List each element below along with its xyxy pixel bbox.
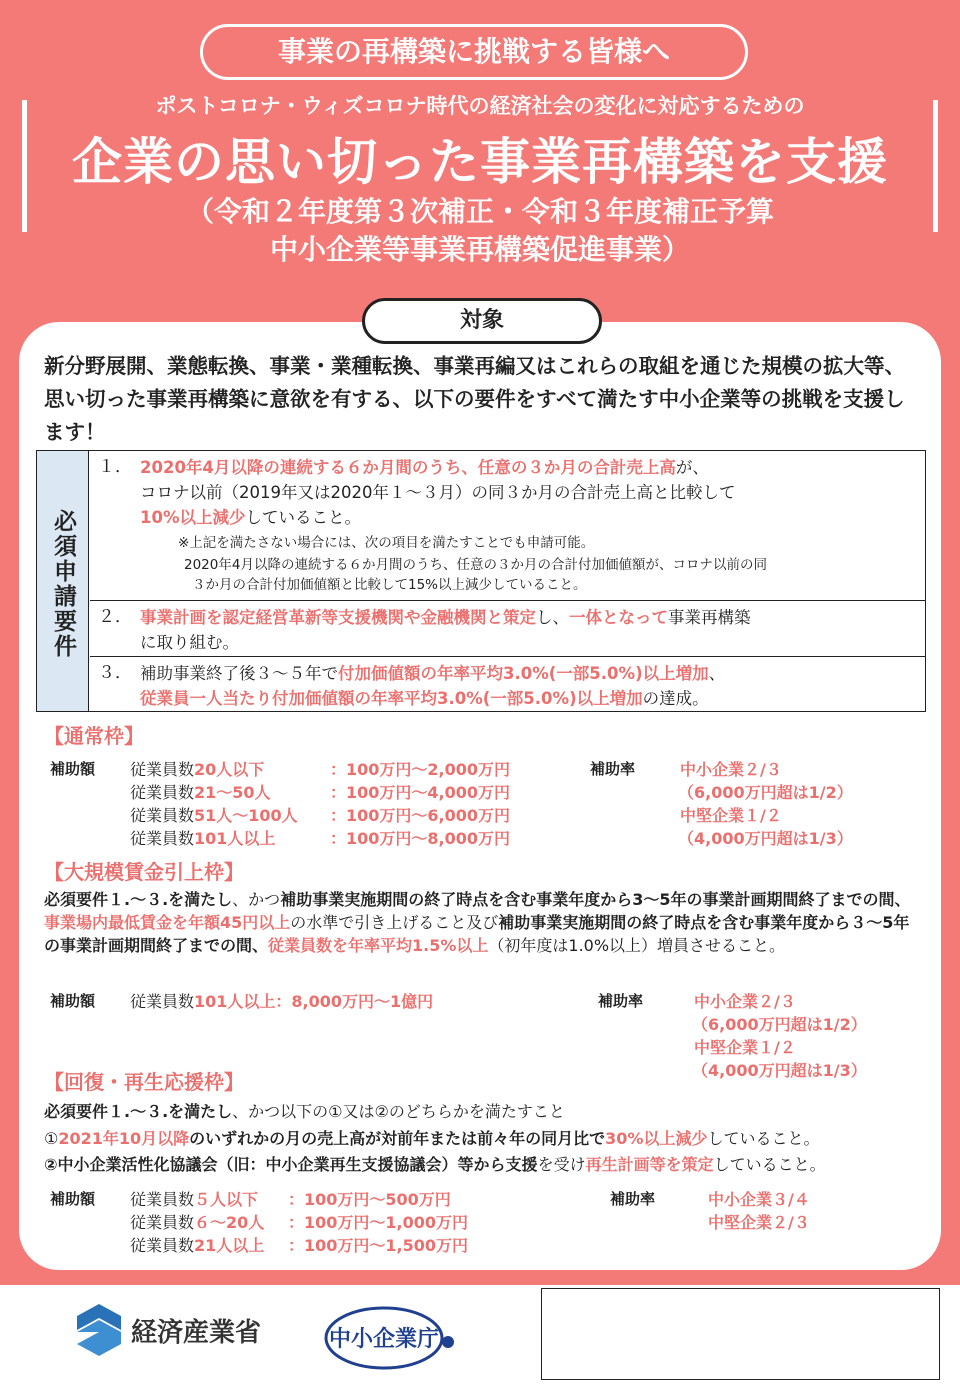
contact-box	[541, 1288, 940, 1380]
normal-tier-row: 従業員数21～50人 ：100万円～4,000万円	[130, 783, 511, 802]
wage-rate: 中小企業２/３	[694, 992, 796, 1011]
requirement-2: ２． 事業計画を認定経営革新等支援機関や金融機関と策定し、一体となって事業再構築 に取り組む。	[90, 601, 925, 657]
requirements-table	[36, 450, 926, 712]
recovery-rate: 中堅企業２/３	[708, 1213, 810, 1232]
recovery-tier-row: 従業員数５人以下 ：100万円～500万円	[130, 1190, 451, 1209]
normal-tier-row: 従業員数20人以下 ：100万円～2,000万円	[130, 760, 511, 779]
chusho-logo	[322, 1300, 456, 1380]
wage-tier-row: 従業員数101人以上：8,000万円～1億円	[130, 992, 434, 1011]
wage-description: 必須要件１.～３.を満たし、かつ補助事業実施期間の終了時点を含む事業年度から3～5年の事業計画期間終了までの間、事業場内最低賃金を年額45円以上の水準で引き上げること及び補助事業実施期間の終了時点を含む事業年度から３～5年の事業計画期間終了までの間、従業員数を年率平均1.5%以上（初年度は1.0%以上）増員させること。	[44, 890, 911, 955]
recovery-tier-row: 従業員数６～20人 ：100万円～1,000万円	[130, 1213, 469, 1232]
chusho-text: 中小企業庁	[328, 1327, 440, 1352]
requirements-side-label: 必須申請要件	[37, 451, 89, 711]
target-intro: 新分野展開、業態転換、事業・業種転換、事業再編又はこれらの取組を通じた規模の拡大等、思い切った事業再構築に意欲を有する、以下の要件をすべて満たす中小企業等の挑戦を支援します！	[44, 354, 905, 444]
requirement-note: ３か月の合計付加価値額と比較して15%以上減少していること。	[192, 577, 587, 593]
recovery-rate: 中小企業３/４	[708, 1190, 810, 1209]
requirement-note: 2020年4月以降の連続する６か月間のうち、任意の３か月の合計付加価値額が、コロナ以前の同	[184, 557, 767, 573]
recovery-condition-1: ①2021年10月以降のいずれかの月の売上高が対前年または前々年の同月比で30%以上減少していること。	[44, 1129, 820, 1148]
recovery-frame-heading: 【回復・再生応援枠】	[44, 1070, 244, 1094]
normal-rate: 中堅企業１/２	[680, 806, 782, 825]
recovery-condition-2: ②中小企業活性化協議会（旧：中小企業再生支援協議会）等から支援を受け再生計画等を策定していること。	[44, 1155, 826, 1174]
meti-logo	[75, 1302, 261, 1358]
recovery-condition: 必須要件１.～３.を満たし、かつ以下の①又は②のどちらかを満たすこと	[44, 1102, 565, 1121]
meti-text: 経済産業省	[131, 1317, 262, 1348]
wage-rate: 中堅企業１/２	[694, 1038, 796, 1057]
recovery-rate-label: 補助率	[610, 1190, 656, 1208]
wage-rate: （6,000万円超は1/2）	[692, 1015, 867, 1034]
normal-tier-row: 従業員数51人～100人 ：100万円～6,000万円	[130, 806, 511, 825]
wage-rate-label: 補助率	[598, 992, 644, 1010]
subtitle: ポストコロナ・ウィズコロナ時代の経済社会の変化に対応するための	[155, 94, 805, 118]
requirement-number: ２．	[98, 607, 132, 627]
audience-pill: 事業の再構築に挑戦する皆様へ	[200, 24, 748, 80]
normal-rate: 中小企業２/３	[680, 760, 782, 779]
wage-rate: （4,000万円超は1/3）	[692, 1061, 867, 1080]
normal-rate-label: 補助率	[590, 760, 636, 778]
normal-amount-label: 補助額	[50, 760, 96, 778]
normal-frame-heading: 【通常枠】	[44, 724, 144, 748]
budget-line-1: （令和２年度第３次補正・令和３年度補正予算	[185, 195, 774, 228]
wage-amount-label: 補助額	[50, 992, 96, 1010]
normal-tier-row: 従業員数101人以上 ：100万円～8,000万円	[130, 829, 511, 848]
requirement-3: ３． 補助事業終了後３～５年で付加価値額の年率平均3.0%(一部5.0%)以上増加、 従業員一人当たり付加価値額の年率平均3.0%(一部5.0%)以上増加の達成。	[98, 663, 726, 708]
normal-rate: （4,000万円超は1/3）	[678, 829, 853, 848]
requirement-1: １． 2020年4月以降の連続する６か月間のうち、任意の３か月の合計売上高が、 コロナ以前（2019年又は2020年１～３月）の同３か月の合計売上高と比較して 10%以上減少していること。 ※上記を満たさない場合には、次の項目を満たすことでも申請可能。 2020年4月以降の連続する６か月間のうち、任意の３か月の合計付加価値額が、コロナ以前の同 ３か月の合計付加価値額と比較して15%以上減少していること。	[90, 451, 925, 601]
meti-mark-icon	[75, 1302, 123, 1358]
page-title: 企業の思い切った事業再構築を支援	[72, 133, 888, 191]
normal-rate: （6,000万円超は1/2）	[678, 783, 853, 802]
requirement-note: ※上記を満たさない場合には、次の項目を満たすことでも申請可能。	[178, 535, 595, 551]
requirement-number: １．	[98, 457, 132, 477]
wage-frame-heading: 【大規模賃金引上枠】	[44, 860, 244, 884]
recovery-amount-label: 補助額	[50, 1190, 96, 1208]
budget-line-2: 中小企業等事業再構築促進事業）	[269, 233, 690, 266]
recovery-tier-row: 従業員数21人以上 ：100万円～1,500万円	[130, 1236, 469, 1255]
target-label: 対象	[362, 298, 602, 344]
requirement-number: ３．	[98, 663, 132, 683]
